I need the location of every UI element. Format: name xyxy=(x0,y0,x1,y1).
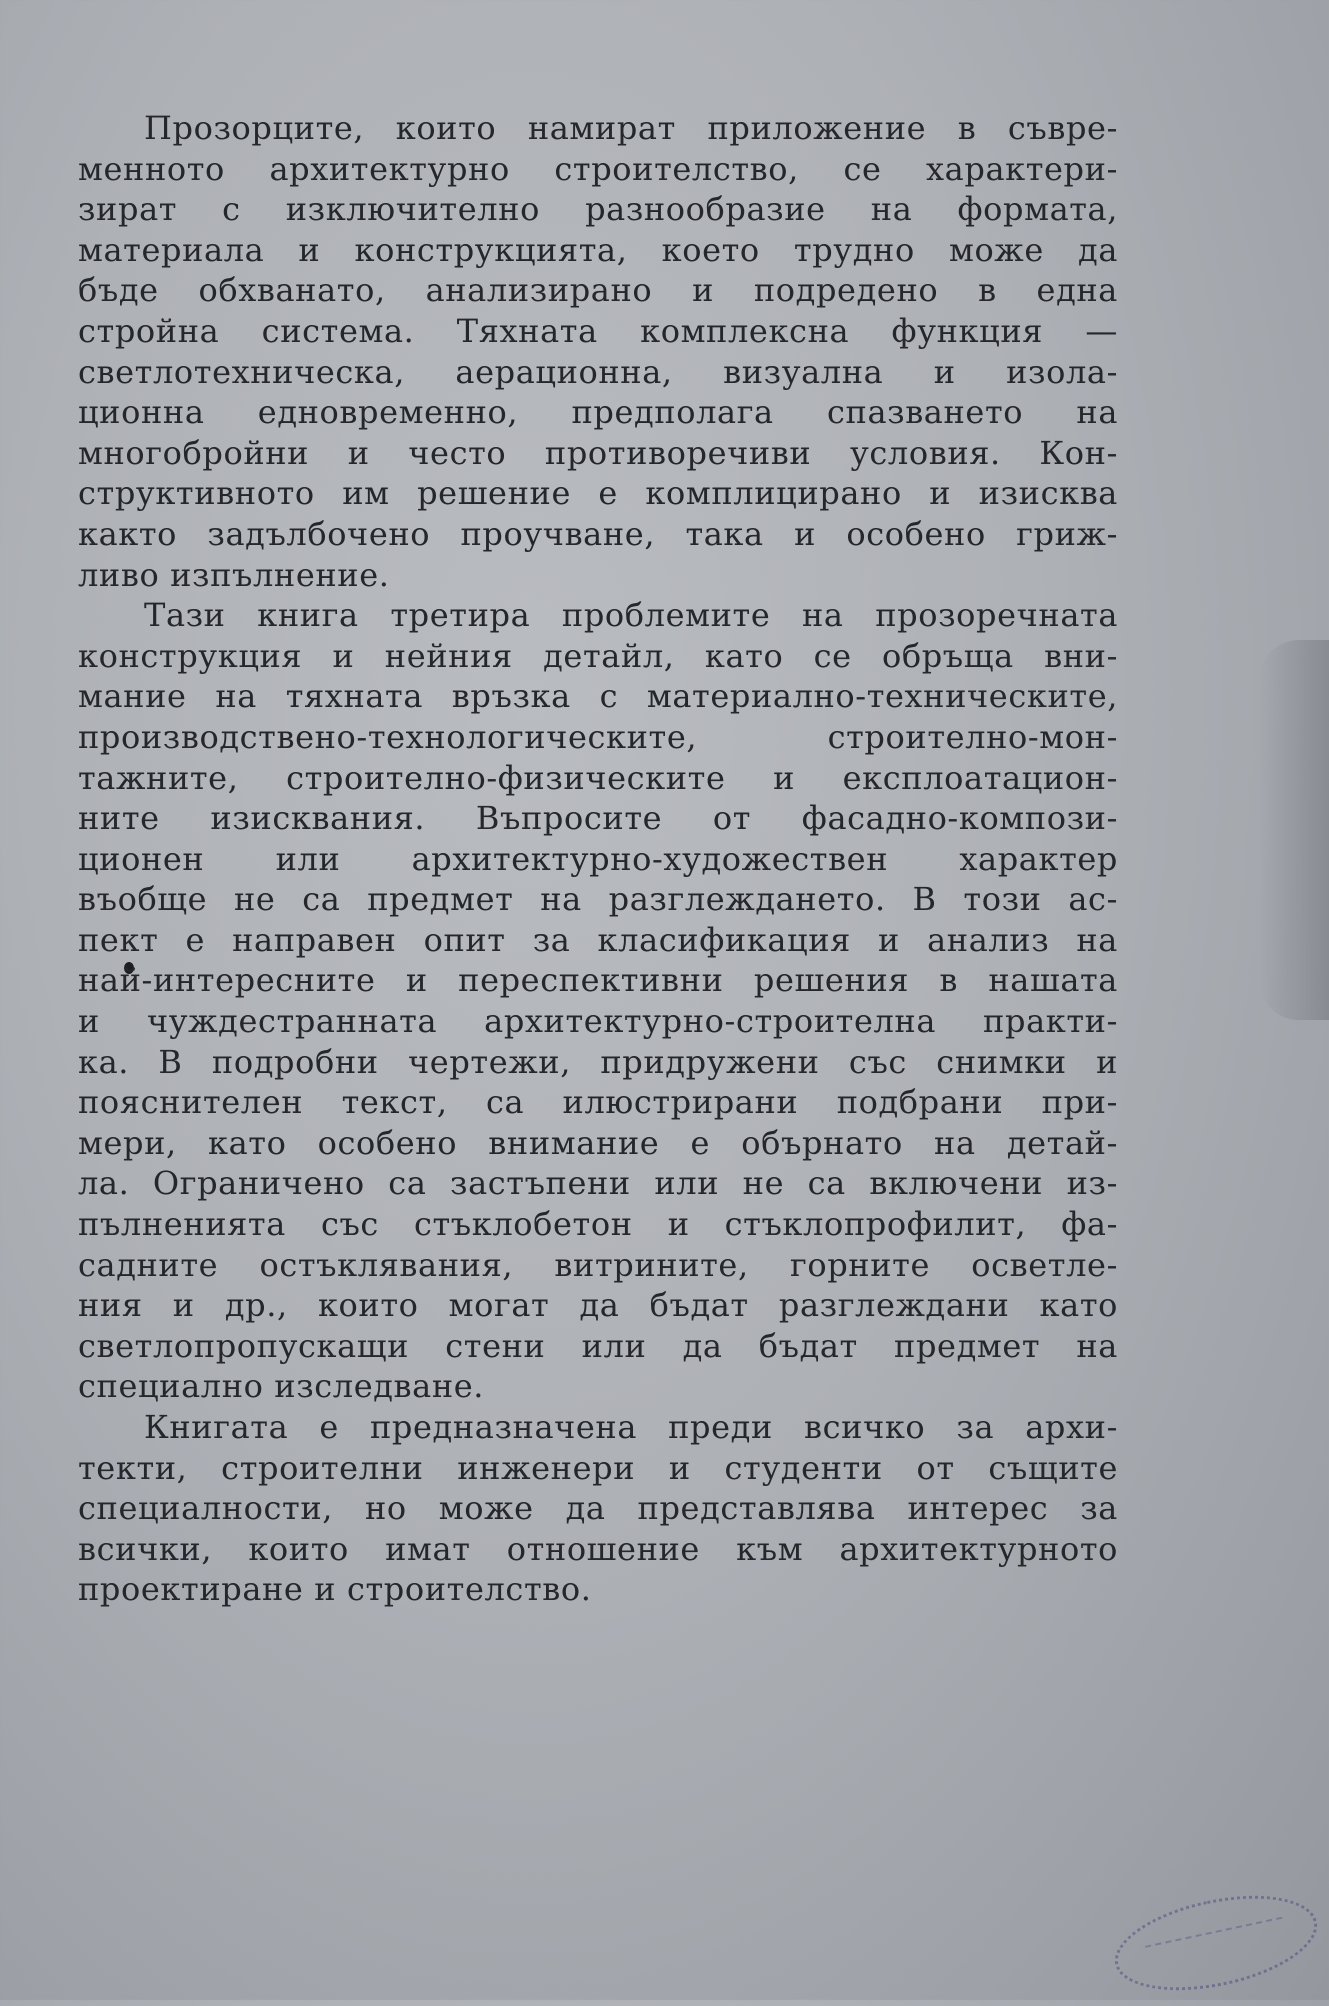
text-line: ливо изпълнение. xyxy=(78,555,390,594)
text-line: пект е направен опит за класификация и анализ на xyxy=(78,920,1118,959)
text-line: както задълбочено проучване, така и особено гриж- xyxy=(78,514,1118,553)
text-line: пояснителен текст, са илюстрирани подбрани при- xyxy=(78,1083,1118,1122)
text-line: мери, като особено внимание е обърнато на детай- xyxy=(78,1123,1118,1162)
text-line: материала и конструкцията, което трудно може да xyxy=(78,230,1118,269)
text-line: конструкция и нейния детайл, като се обръща вни- xyxy=(78,636,1118,675)
text-line: многобройни и често противоречиви условия. Кон- xyxy=(78,433,1118,472)
bleed-through-shadow xyxy=(1259,640,1329,1020)
text-line: Прозорците, които намират приложение в съвре- xyxy=(144,109,1118,147)
body-text xyxy=(78,108,1118,1610)
text-line: производствено-технологическите, строително-мон- xyxy=(78,717,1118,756)
text-line: светлопропускащи стени или да бъдат предмет на xyxy=(78,1326,1118,1365)
text-line: ционна едновременно, предполага спазването на xyxy=(78,393,1118,432)
text-line: Тази книга третира проблемите на прозоречната xyxy=(144,596,1118,635)
text-line: садните остъклявания, витрините, горните осветле- xyxy=(78,1245,1118,1284)
paragraph-1 xyxy=(78,108,1118,595)
text-line: ния и др., които могат да бъдат разглеждани като xyxy=(78,1286,1118,1325)
text-line: Книгата е предназначена преди всичко за архи- xyxy=(144,1408,1118,1446)
text-line: зират с изключително разнообразие на формата, xyxy=(78,190,1118,229)
text-line: всички, които имат отношение към архитектурното xyxy=(78,1529,1118,1568)
text-line: въобще не са предмет на разглеждането. В този ас- xyxy=(78,880,1118,919)
text-line: текти, строителни инженери и студенти от същите xyxy=(78,1448,1118,1487)
text-line: менното архитектурно строителство, се характери- xyxy=(78,149,1118,188)
text-line: мание на тяхната връзка с материално-техническите, xyxy=(78,677,1118,716)
text-line: най-интересните и переспективни решения в нашата xyxy=(78,961,1118,1000)
text-line: и чуждестранната архитектурно-строителна практи- xyxy=(78,1002,1118,1041)
text-line: ционен или архитектурно-художествен характер xyxy=(78,839,1118,878)
text-line: светлотехническа, аерационна, визуална и изола- xyxy=(78,352,1118,391)
text-line: проектиране и строителство. xyxy=(78,1570,592,1609)
paragraph-2 xyxy=(78,595,1118,1407)
text-line: специално изследване. xyxy=(78,1367,485,1406)
text-line: пълненията със стъклобетон и стъклопрофилит, фа- xyxy=(78,1205,1118,1244)
paragraph-3 xyxy=(78,1407,1118,1610)
text-line: ла. Ограничено са застъпени или не са включени из- xyxy=(78,1164,1118,1203)
text-line: ка. В подробни чертежи, придружени със снимки и xyxy=(78,1042,1118,1081)
text-line: специалности, но може да представлява интерес за xyxy=(78,1489,1118,1528)
text-line: бъде обхванато, анализирано и подредено в една xyxy=(78,271,1118,310)
text-line: ните изисквания. Въпросите от фасадно-компози- xyxy=(78,799,1118,838)
text-line: тажните, строително-физическите и експлоатацион- xyxy=(78,758,1118,797)
library-stamp xyxy=(1106,1880,1325,2006)
text-line: стройна система. Тяхната комплексна функция — xyxy=(78,311,1118,350)
text-line: структивното им решение е комплицирано и изисква xyxy=(78,474,1118,513)
